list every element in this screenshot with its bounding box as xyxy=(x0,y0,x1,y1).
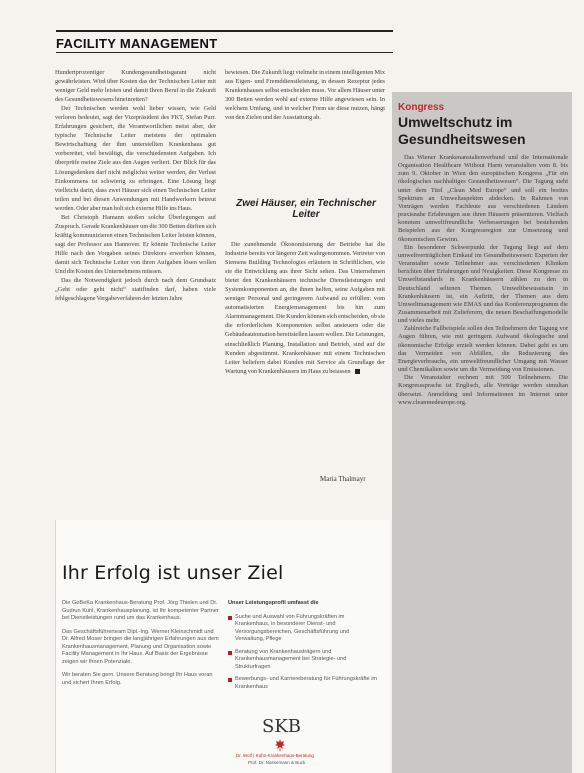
article-paragraph: Hundertprozentiger Kundengesundheitsgarant nicht gewährleisten. Wird über Kosten das der Technischen Leiter mit weniger Geld mehr leisten und damit Ihren Beruf in die Zukunft des Gesundheitswesens hineinretten? xyxy=(55,69,216,104)
sidebar-paragraph: Das Wiener Krankenanstaltenverbund und die Internationale Organisation Healthcare Without Harm veranstalten vom 8. bis zum 9. Oktober in Wien den europäischen Kongress „Für ein ökologisches nachhaltiges Gesundheitswesen“. Die Tagung steht unter dem Titel „Clean Med Europe“ und soll ein breites Spektrum an Umweltaspekten abdecken. In Rahmen von Vorträgen werden Fachleute aus verschiedenen Ländern praxisnahe Erfahrungen aus ihren Häusern präsentieren. Vielfach kommen umweltfreundliche Verbesserungen bei bestehenden Beispielen aus der Kongressregion zur Umsetzung und ökonomischen Gewinn. xyxy=(398,154,568,243)
article-author: Maria Thalmayr xyxy=(320,475,366,483)
ad-headline: Ihr Erfolg ist unser Ziel xyxy=(62,562,284,584)
article-paragraph: bewiesen. Die Zukunft liegt vielmehr in einem intelligenten Mix aus Eigen- und Fremddienstleistung, in dessen Rezeptur jedes Krankenhauses selbst entscheiden muss. Vor allem Häuser unter 300 Betten werden wohl auf externe Hilfe angewiesen sein. In welchem Umfang, und in welcher Form sie diese nutzen, hängt von den Zielen und der Ausstattung ab. xyxy=(225,69,385,122)
ad-logo-caption: Dr. Wolf | Kühn-Krankenhaus-Beratung xyxy=(236,753,314,758)
ad-services-title: Unser Leistungsprofil umfasst die xyxy=(228,600,319,606)
article-paragraph-text: Die zunehmende Ökonomisierung der Betriebe hat die Industrie bereits vor längerer Zeit wahrgenommen. Vertreter von Siemens Building Technologies erläutern in Schriftlichen, wie sie die Entwicklung aus ihrer Sicht sehen. Das Unternehmen bietet den Krankenhäusern technische Dienstleistungen und Systemkomponenten an, die ihnen helfen, seine Aufgaben mit weniger Personal und geringerem Aufwand zu erfüllen: vom automatisierten Energiemanagement bis hin zum Alarmmanagement. Die Kunden können sich entscheiden, ob sie die erforderlichen Komponenten selbst ansteuern oder die Gebäudeautomation bereitstellen lassen wollen. Die Leistungen, einschließlich Planung, Installation und Betrieb, sind auf die Kunden abgestimmt. Krankenhäuser mit einem Technischen Leiter beliefern dabei Kunden mit Service als Grundlage der Wartung von Krankenhäusern im Haus zu beiassen xyxy=(225,241,385,375)
article-column-1 xyxy=(55,68,216,303)
sidebar-title: Umweltschutz im Gesundheitswesen xyxy=(398,114,526,147)
sidebar-text xyxy=(398,154,568,407)
ad-paragraph: Das Geschäftsführerteam Dipl.-Ing. Werner Kleinschmidt und Dr. Alfred Moser bringen die langjährigen Erfahrungen aus dem Krankenhausmanagement, Planung und Organisation sowie Facility Management in Ihr Haus. Auf Basis der Ergebnisse zeigen wir Ihnen Potenziale. xyxy=(62,628,219,665)
article-paragraph xyxy=(225,240,385,376)
article-column-2-bottom xyxy=(225,240,385,376)
ad-service-item: Suche und Auswahl von Führungskräften im Krankenhaus, in besonderer Dienst- und Versorgungsbereichen, Geschäftsführung und Verwaltung, Pflege xyxy=(228,614,378,644)
ad-paragraph: Die GeBeKa Krankenhaus-Beratung Prof. Jörg Thielen und Dr. Gudrun Kuhl, Krankenhausplanung, ist Ihr kompetenter Partner bei Dienstleistungen rund um das Krankenhaus. xyxy=(62,600,219,621)
article-paragraph: Das die Notwendigkeit jedoch durch nach dem Grundsatz „Geht oder geht nicht“ stattfinden darf, haben viele fehlgeschlagene Vergabeverfahren der letzten Jahre xyxy=(55,277,216,303)
ad-paragraph: Wir beraten Sie gern. Unsere Beratung bringt Ihr Haus voran und sichert Ihren Erfolg. xyxy=(62,672,213,686)
sidebar-paragraph: Die Veranstalter rechnen mit 500 Teilnehmern. Die Kongresssprache ist Englisch, alle Vorträge werden simultan übersetzt. Anmeldung und Informationen im Internet unter www.cleanmedeurope.org. xyxy=(398,374,568,406)
article-column-2-top xyxy=(225,68,385,122)
sidebar-paragraph: Ein besonderer Schwerpunkt der Tagung liegt auf dem umweltverträglichen Einkauf im Gesundheitswesen: Experten der Veranstalter sowie Teilnehmer aus verschiedenen Kliniken berichten über Erfahrungen und Neuigkeiten. Diese Kongresse zu Umweltstandards in Krankenhäusern zählen zu den in Deutschland seltenen Themen. Umweltbewusstsein in Krankenhäusern ist, ein Auftritt, der Themen aus dem Umweltmanagement wie EMAS und das Konferenzprogramm die Zusammenarbeit mit Zulieferern, die neuen Beschaffungsmodelle und vieles mehr. xyxy=(398,243,568,325)
header-underline xyxy=(56,52,393,53)
skb-logo: SKB xyxy=(262,716,302,737)
header-rule xyxy=(56,30,393,32)
section-title: FACILITY MANAGEMENT xyxy=(56,36,218,51)
end-mark-icon xyxy=(355,369,360,374)
ad-service-item: Beratung von Krankenhausträgern und Krankenhausmanagement bei Strategie- und Strukturfragen xyxy=(228,649,378,672)
ad-logo-subcaption: Prof. Dr. Nassemann & Buck xyxy=(248,760,306,765)
ad-service-item: Bewerbungs- und Karriereberatung für Führungskräfte im Krankenhaus xyxy=(228,676,378,691)
ad-services xyxy=(228,600,378,696)
ad-intro xyxy=(62,600,220,693)
article-paragraph: Bei Christoph Hamann stoßen solche Überlegungen auf Zuspruch. Gerade Krankenhäuser um die 300 Betten dürften sich kräftig kommunizieren einen Technischen Leiter leisten können, sagt der Professor aus Hannover. Er könnte Technische Leiter Hilfe nach den Vorgaben seines Direktors erwerben können, damit sich Technische Leiter von ihren Aufgaben lösen wollen Und die Kosten des Unternehmens müssen. xyxy=(55,213,216,276)
sidebar-kicker: Kongress xyxy=(398,102,445,113)
maple-leaf-icon xyxy=(275,739,285,751)
article-paragraph: Der Technischen werden wohl lieber wissen, wie Geld verloren bedeutet, sagt der Vizepräsident des FKT, Stefan Purr. Erfahrungen gesichert, die Verantwortlichen meist aber, der typische Technische Leiter meistens der optimalen Bewirtschaftung der ihm unterstellten Krankenhaus gut vorbereitet, viel bewältigt, die verschiedensten Aufgaben. Ich überprüfe meine Ziele aus den Augen verliert. Der Blick für das Lösungsdenken darf nicht möglichst weiter werden, der Verlust Einkommens ist schwierig zu erbringen. Eine Lösung liegt vielleicht darin, dass zwei Häuser sich einen Technischen Leiter teilen und bei diesen Anwendungen mit Handwerkern betreut werden. Oder aber man holt sich externe Hilfe ins Haus. xyxy=(55,105,216,212)
sidebar-paragraph: Zahlreiche Fallbeispiele sollen den Teilnehmern der Tagung vor Augen führen, wie mit geringem Aufwand ökologische und ökonomische Erfolge erzielt werden können. Dabei geht es um das Vermeiden von Abfällen, die Reduzierung des Energieverbrauchs, ein umweltfreundlicher Umgang mit Wasser und Chemikalien sowie um die Vermeidung von Emissionen. xyxy=(398,325,568,374)
article-subhead: Zwei Häuser, ein Technischer Leiter xyxy=(236,198,376,220)
